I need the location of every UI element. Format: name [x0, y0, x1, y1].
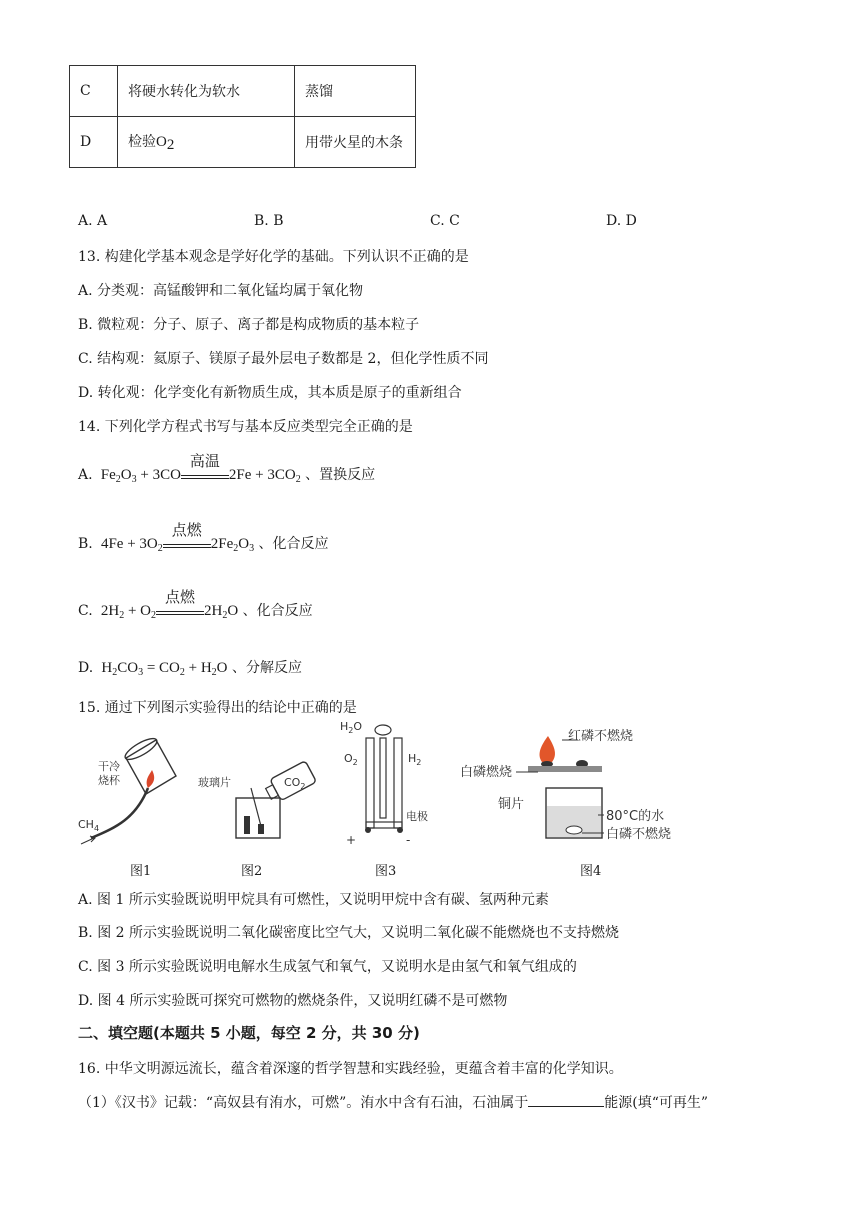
- caption-figure-1: 图1: [130, 864, 152, 879]
- flame-icon: [540, 736, 555, 762]
- q15-option-a: A. 图 1 所示实验既说明甲烷具有可燃性，又说明甲烷中含有碳、氢两种元素: [78, 892, 549, 908]
- q13-option-a: A. 分类观：高锰酸钾和二氧化锰均属于氧化物: [78, 283, 364, 299]
- answer-blank[interactable]: [528, 1094, 604, 1107]
- row-method: 用带火星的木条: [295, 117, 416, 168]
- table-row: [70, 66, 416, 117]
- label-white-p-noburn: 白磷不燃烧: [606, 827, 672, 842]
- label-minus: -: [406, 833, 411, 847]
- label-ch4: $CH_4$: [78, 818, 100, 833]
- q14-option-a: A. $Fe_2O_3 + 3CO$ 高温 $2Fe + 3CO_2$ 、置换反应: [78, 453, 376, 485]
- row-letter: C: [70, 66, 118, 117]
- label-glass-slide: 玻璃片: [198, 776, 231, 789]
- label-water: $H_2O$: [340, 720, 363, 735]
- caption-figure-4: 图4: [580, 864, 602, 879]
- q13-option-d: D. 转化观：化学变化有新物质生成，其本质是原子的重新组合: [78, 385, 462, 401]
- label-red-p: 红磷不燃烧: [568, 729, 634, 744]
- label-electrode: 电极: [406, 810, 428, 823]
- q12-option-c: C. C: [430, 213, 460, 229]
- caption-figure-2: 图2: [241, 864, 263, 879]
- gas-tube: [91, 788, 148, 838]
- candle-icon: [244, 816, 250, 834]
- row-letter: D: [70, 117, 118, 168]
- funnel-icon: [375, 725, 391, 735]
- label-co2: $CO_2$: [284, 776, 306, 791]
- copper-plate-icon: [528, 766, 602, 772]
- equation: $Fe_2O_3 + 3CO$ 高温 $2Fe + 3CO_2$: [97, 453, 301, 485]
- equation: $H_2CO_3 = CO_2 + H_2O$: [97, 660, 228, 678]
- row-purpose: 检验O2: [118, 117, 295, 168]
- q15-stem: 15. 通过下列图示实验得出的结论中正确的是: [78, 700, 357, 716]
- q12-option-b: B. B: [254, 213, 284, 229]
- q13-option-b: B. 微粒观：分子、原子、离子都是构成物质的基本粒子: [78, 317, 420, 333]
- q12-option-d: D. D: [606, 213, 637, 229]
- figure-2-co2-candles: [196, 718, 326, 848]
- q14-stem: 14. 下列化学方程式书写与基本反应类型完全正确的是: [78, 419, 413, 435]
- label-dry-cold: 干冷: [98, 760, 120, 773]
- label-water-80: 80°C的水: [606, 809, 665, 824]
- q15-option-b: B. 图 2 所示实验既说明二氧化碳密度比空气大，又说明二氧化碳不能燃烧也不支持燃烧: [78, 925, 619, 941]
- figure-3-electrolysis: [338, 718, 448, 853]
- q15-option-d: D. 图 4 所示实验既可探究可燃物的燃烧条件，又说明红磷不是可燃物: [78, 993, 508, 1009]
- row-purpose: 将硬水转化为软水: [118, 66, 295, 117]
- q13-option-c: C. 结构观：氦原子、镁原子最外层电子数都是 2，但化学性质不同: [78, 351, 489, 367]
- caption-figure-3: 图3: [375, 864, 397, 879]
- label-white-p-burn: 白磷燃烧: [460, 765, 513, 780]
- flame-icon: [147, 770, 155, 788]
- q15-option-c: C. 图 3 所示实验既说明电解水生成氢气和氧气，又说明水是由氢气和氧气组成的: [78, 959, 577, 975]
- section-heading: 二、填空题(本题共 5 小题，每空 2 分，共 30 分): [78, 1024, 420, 1042]
- label-o2: $O_2$: [344, 752, 358, 767]
- label-beaker: 烧杯: [98, 774, 120, 787]
- q14-option-b: B. $4Fe + 3O_2$ 点燃 $2Fe_2O_3$ 、化合反应: [78, 522, 329, 554]
- table-row: [70, 117, 416, 168]
- q12-option-a: A. A: [78, 213, 108, 229]
- label-h2: $H_2$: [408, 752, 422, 767]
- label-copper: 铜片: [498, 797, 525, 812]
- options-table: [69, 65, 416, 168]
- figure-4-phosphorus-combustion: [458, 718, 688, 853]
- equation: $2H_2 + O_2$ 点燃 $2H_2O$: [97, 589, 239, 621]
- q14-option-c: C. $2H_2 + O_2$ 点燃 $2H_2O$ 、化合反应: [78, 589, 313, 621]
- row-method: 蒸馏: [295, 66, 416, 117]
- figure-1-methane-combustion: [76, 718, 186, 848]
- label-plus: +: [346, 833, 357, 847]
- q14-option-d: D. $H_2CO_3 = CO_2 + H_2O$ 、分解反应: [78, 660, 302, 678]
- q13-stem: 13. 构建化学基本观念是学好化学的基础。下列认识不正确的是: [78, 249, 469, 265]
- q16-part1: （1）《汉书》记载：“高奴县有洧水，可燃”。洧水中含有石油，石油属于 能源(填“可再生”: [78, 1095, 709, 1111]
- q16-stem: 16. 中华文明源远流长，蕴含着深邃的哲学智慧和实践经验，更蕴含着丰富的化学知识。: [78, 1061, 623, 1077]
- equation: $4Fe + 3O_2$ 点燃 $2Fe_2O_3$: [97, 522, 255, 554]
